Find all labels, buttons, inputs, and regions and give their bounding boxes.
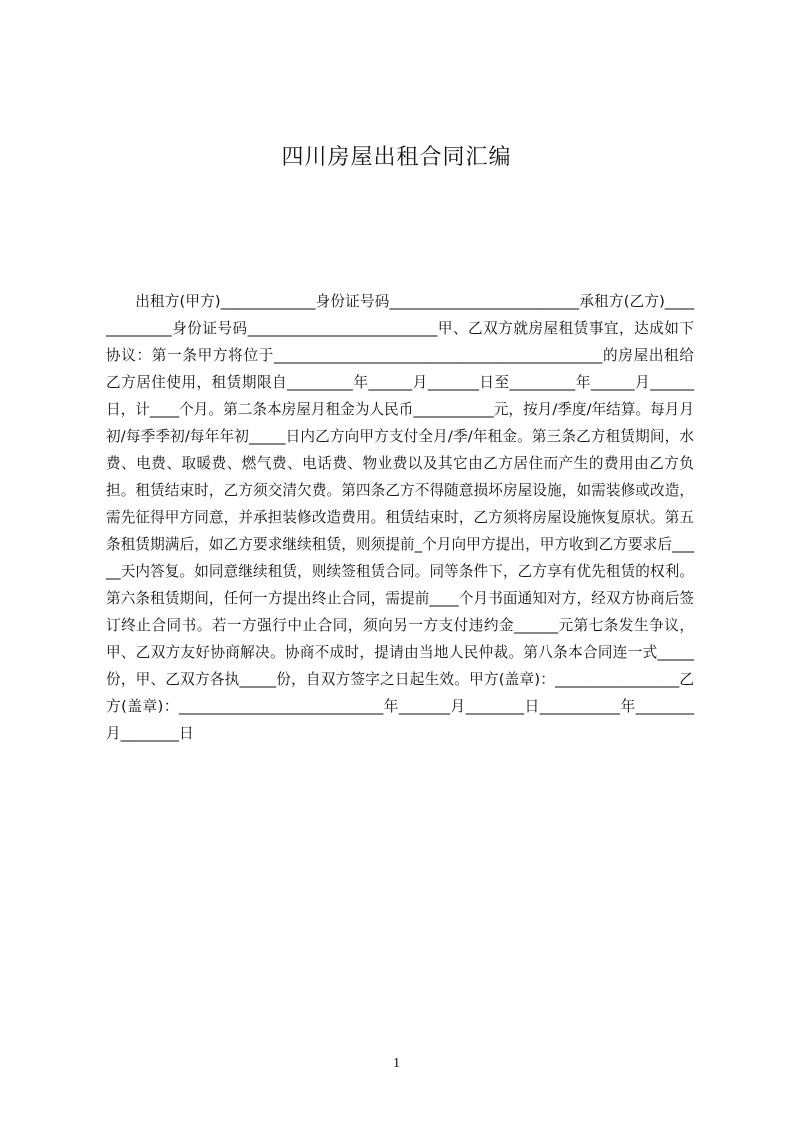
page-number: 1 xyxy=(393,1056,400,1071)
contract-body: 出租方(甲方)_____________身份证号码__________________________承租方(乙方)_____________身份证号码__________________________甲、乙双方就房屋租赁事宜，达成如下协议：第一条甲方将位于_____________________________________________的房屋出租给乙方居住使用，租赁期限自_________年______月_______日至_________年______月______日，计____个月。第二条本房屋月租金为人民币___________元，按月/季度/年结算。每月月初/每季季初/每年年初_____日内乙方向甲方支付全月/季/年租金。第三条乙方租赁期间，水费、电费、取暖费、燃气费、电话费、物业费以及其它由乙方居住而产生的费用由乙方负担。租赁结束时，乙方须交清欠费。第四条乙方不得随意损坏房屋设施，如需装修或改造，需先征得甲方同意，并承担装修改造费用。租赁结束时，乙方须将房屋设施恢复原状。第五条租赁期满后，如乙方要求继续租赁，则须提前_个月向甲方提出，甲方收到乙方要求后_____天内答复。如同意继续租赁，则续签租赁合同。同等条件下，乙方享有优先租赁的权利。第六条租赁期间，任何一方提出终止合同，需提前____个月书面通知对方，经双方协商后签订终止合同书。若一方强行中止合同，须向另一方支付违约金______元第七条发生争议，甲、乙双方友好协商解决。协商不成时，提请由当地人民仲裁。第八条本合同连一式_____份，甲、乙双方各执_____份，自双方签字之日起生效。甲方(盖章)：_________________乙方(盖章)：____________________________年_______月________日___________年________月________日 xyxy=(106,293,694,742)
page-title: 四川房屋出租合同汇编 xyxy=(281,145,512,170)
